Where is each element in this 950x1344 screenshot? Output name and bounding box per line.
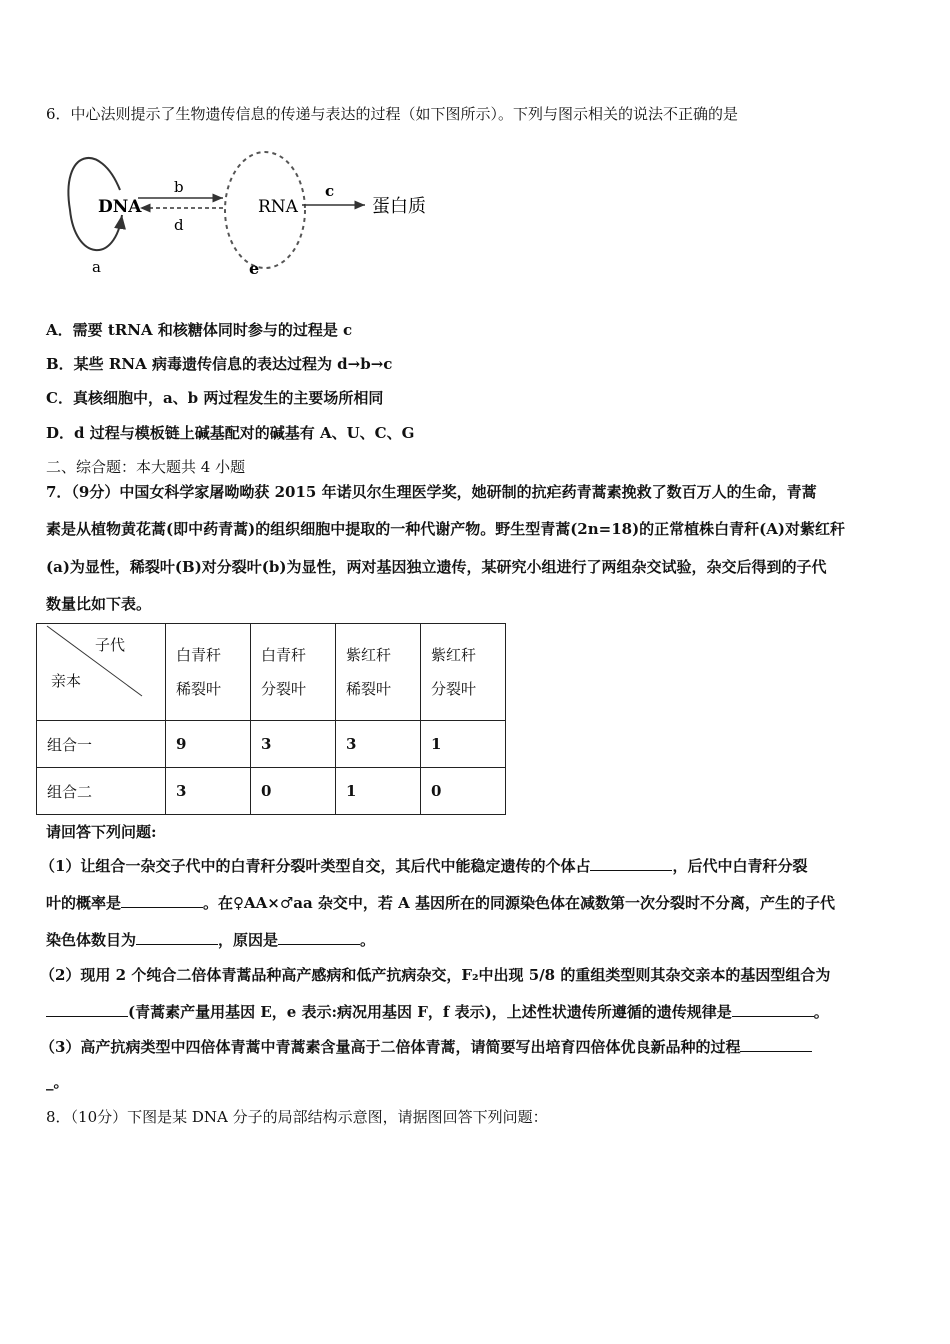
q7-part1-line: （1）让组合一杂交子代中的白青秆分裂叶类型自交，其后代中能稳定遗传的个体占 ，后代中白青秆分裂 [40, 857, 808, 875]
answer-blank[interactable] [590, 856, 672, 871]
q7-part2-line: （2）现用 2 个纯合二倍体青蒿品种高产感病和低产抗病杂交，F₂中出现 5/8 的重组类型则其杂交亲本的基因型组合为 [40, 966, 831, 984]
q6-option-a: A．需要 tRNA 和核糖体同时参与的过程是 c [46, 321, 353, 339]
central-dogma-diagram [40, 140, 460, 280]
corner-bottom: 亲本 [51, 672, 82, 690]
section-heading: 二、综合题：本大题共 4 小题 [46, 458, 246, 476]
header-cell: 白青秆 稀裂叶 [166, 624, 251, 721]
q7-part3-end: _。 [46, 1073, 69, 1091]
q7-line: 7．（9分）中国女科学家屠呦呦获 2015 年诺贝尔生理医学奖，她研制的抗疟药青蒿素挽救了数百万人的生命，青蒿 [46, 483, 817, 501]
answer-blank[interactable] [121, 893, 203, 908]
dna-label: DNA [98, 197, 142, 217]
q7-line: 素是从植物黄花蒿(即中药青蒿)的组织细胞中提取的一种代谢产物。野生型青蒿(2n=18)的正常植株白青秆(A)对紫红秆 [46, 520, 846, 538]
header-cell: 紫红秆 稀裂叶 [336, 624, 421, 721]
table-row: 组合二 3 0 1 0 [37, 768, 506, 815]
q6-option-b: B．某些 RNA 病毒遗传信息的表达过程为 d→b→c [46, 355, 393, 373]
label-c: c [325, 182, 335, 200]
label-a: a [92, 258, 101, 276]
q7-part2-line: (青蒿素产量用基因 E，e 表示:病况用基因 F，f 表示)，上述性状遗传所遵循的遗传规律是 。 [46, 1001, 829, 1022]
q7-line: (a)为显性，稀裂叶(B)对分裂叶(b)为显性，两对基因独立遗传，某研究小组进行了两组杂交试验，杂交后得到的子代 [46, 558, 827, 576]
header-cell: 紫红秆 分裂叶 [421, 624, 506, 721]
rna-label: RNA [258, 197, 298, 217]
q7-part3-line: （3）高产抗病类型中四倍体青蒿中青蒿素含量高于二倍体青蒿，请简要写出培育四倍体优良新品种的过程 [40, 1036, 812, 1057]
protein-label: 蛋白质 [372, 196, 426, 217]
q6-stem: 6．中心法则提示了生物遗传信息的传递与表达的过程（如下图所示）。下列与图示相关的说法不正确的是 [46, 105, 739, 123]
answer-blank[interactable] [136, 930, 218, 945]
q6-option-c: C．真核细胞中，a、b 两过程发生的主要场所相同 [46, 389, 384, 407]
q7-part1-line: 叶的概率是 。在♀AA×♂aa 杂交中，若 A 基因所在的同源染色体在减数第一次分裂时不分离，产生的子代 [46, 894, 836, 912]
answer-blank[interactable] [46, 1002, 128, 1017]
q7-prompt: 请回答下列问题: [46, 823, 157, 841]
corner-cell [37, 624, 166, 721]
corner-top: 子代 [95, 636, 126, 654]
label-e: e [249, 259, 260, 278]
q6-option-d: D．d 过程与模板链上碱基配对的碱基有 A、U、C、G [46, 424, 415, 442]
answer-blank[interactable] [732, 1002, 814, 1017]
label-d: d [174, 216, 184, 234]
q8-stem: 8．（10分）下图是某 DNA 分子的局部结构示意图，请据图回答下列问题： [46, 1108, 548, 1126]
table-row: 组合一 9 3 3 1 [37, 721, 506, 768]
q7-line: 数量比如下表。 [46, 595, 152, 613]
q7-part1-line: 染色体数目为 ，原因是 。 [46, 931, 376, 949]
answer-blank[interactable] [740, 1037, 812, 1052]
header-cell: 白青秆 分裂叶 [251, 624, 336, 721]
label-b: b [174, 178, 184, 196]
answer-blank[interactable] [278, 930, 360, 945]
offspring-table [36, 623, 506, 815]
